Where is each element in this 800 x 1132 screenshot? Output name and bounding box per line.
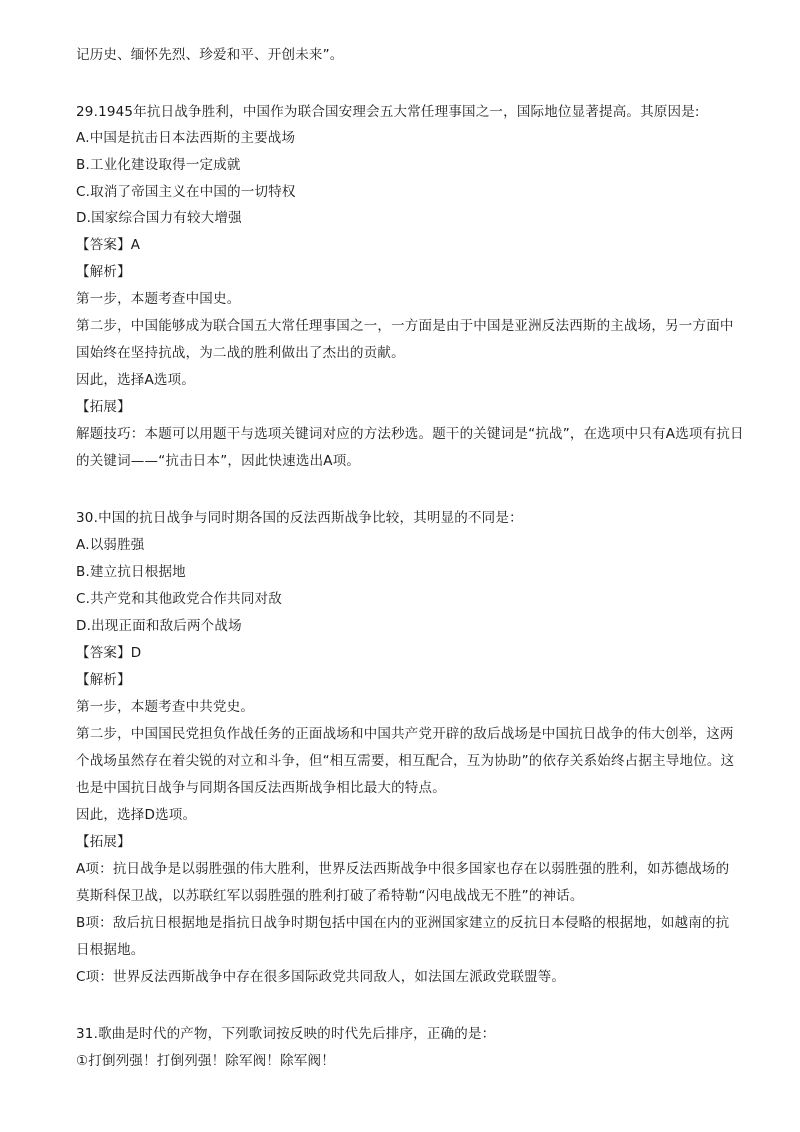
question-30-answer: 【答案】D <box>76 645 142 661</box>
question-30-stem: 30.中国的抗日战争与同时期各国的反法西斯战争比较，其明显的不同是： <box>76 510 523 526</box>
question-29-option-a: A.中国是抗击日本法西斯的主要战场 <box>76 130 296 146</box>
question-29-option-d: D.国家综合国力有较大增强 <box>76 210 242 226</box>
question-29-analysis-line: 因此，选择A选项。 <box>76 372 196 388</box>
question-29-stem: 29.1945年抗日战争胜利，中国作为联合国安理会五大常任理事国之一，国际地位显著提高。其原因是: <box>76 104 700 120</box>
question-30-extension-line: B项：敌后抗日根据地是指抗日战争时期包括中国在内的亚洲国家建立的反抗日本侵略的根据地，如越南的抗 <box>76 915 730 931</box>
question-30-extension-line: 日根据地。 <box>76 942 145 958</box>
question-30-option-d: D.出现正面和敌后两个战场 <box>76 618 242 634</box>
question-30-analysis-line: 第二步，中国国民党担负作战任务的正面战场和中国共产党开辟的敌后战场是中国抗日战争的伟大创举，这两 <box>76 726 734 742</box>
question-29-analysis-line: 第一步，本题考查中国史。 <box>76 291 241 307</box>
question-31-item: ①打倒列强！打倒列强！除军阀！除军阀！ <box>76 1053 335 1069</box>
question-29-extension-line: 的关键词——“抗击日本”，因此快速选出A项。 <box>76 453 361 469</box>
question-29-analysis-line: 国始终在坚持抗战，为二战的胜利做出了杰出的贡献。 <box>76 345 405 361</box>
question-30-option-b: B.建立抗日根据地 <box>76 564 186 580</box>
intro-text: 记历史、缅怀先烈、珍爱和平、开创未来”。 <box>76 47 344 63</box>
question-30-extension-line: C项：世界反法西斯战争中存在很多国际政党共同敌人，如法国左派政党联盟等。 <box>76 969 566 985</box>
question-30-analysis-line: 第一步，本题考查中共党史。 <box>76 699 255 715</box>
question-30-option-c: C.共产党和其他政党合作共同对敌 <box>76 591 282 607</box>
question-30-analysis-title: 【解析】 <box>76 672 131 688</box>
question-29-extension-title: 【拓展】 <box>76 399 131 415</box>
question-31-stem: 31.歌曲是时代的产物，下列歌词按反映的时代先后排序，正确的是： <box>76 1026 496 1042</box>
question-29-analysis-line: 第二步，中国能够成为联合国五大常任理事国之一，一方面是由于中国是亚洲反法西斯的主战场，另一方面中 <box>76 318 734 334</box>
question-29-extension-line: 解题技巧：本题可以用题干与选项关键词对应的方法秒选。题干的关键词是“抗战”，在选项中只有A选项有抗日 <box>76 426 744 442</box>
question-30-analysis-line: 也是中国抗日战争与同期各国反法西斯战争相比最大的特点。 <box>76 780 446 796</box>
question-30-analysis-line: 因此，选择D选项。 <box>76 807 197 823</box>
question-30-extension-title: 【拓展】 <box>76 834 131 850</box>
question-30-analysis-line: 个战场虽然存在着尖锐的对立和斗争，但“相互需要，相互配合，互为协助”的依存关系始终占据主导地位。这 <box>76 753 735 769</box>
question-29-option-b: B.工业化建设取得一定成就 <box>76 157 241 173</box>
question-29-answer: 【答案】A <box>76 237 141 253</box>
question-29-option-c: C.取消了帝国主义在中国的一切特权 <box>76 184 296 200</box>
question-29-analysis-title: 【解析】 <box>76 264 131 280</box>
question-30-extension-line: 莫斯科保卫战，以苏联红军以弱胜强的胜利打破了希特勒“闪电战战无不胜”的神话。 <box>76 888 584 904</box>
question-30-option-a: A.以弱胜强 <box>76 537 145 553</box>
question-30-extension-line: A项：抗日战争是以弱胜强的伟大胜利，世界反法西斯战争中很多国家也存在以弱胜强的胜利，如苏德战场的 <box>76 861 730 877</box>
